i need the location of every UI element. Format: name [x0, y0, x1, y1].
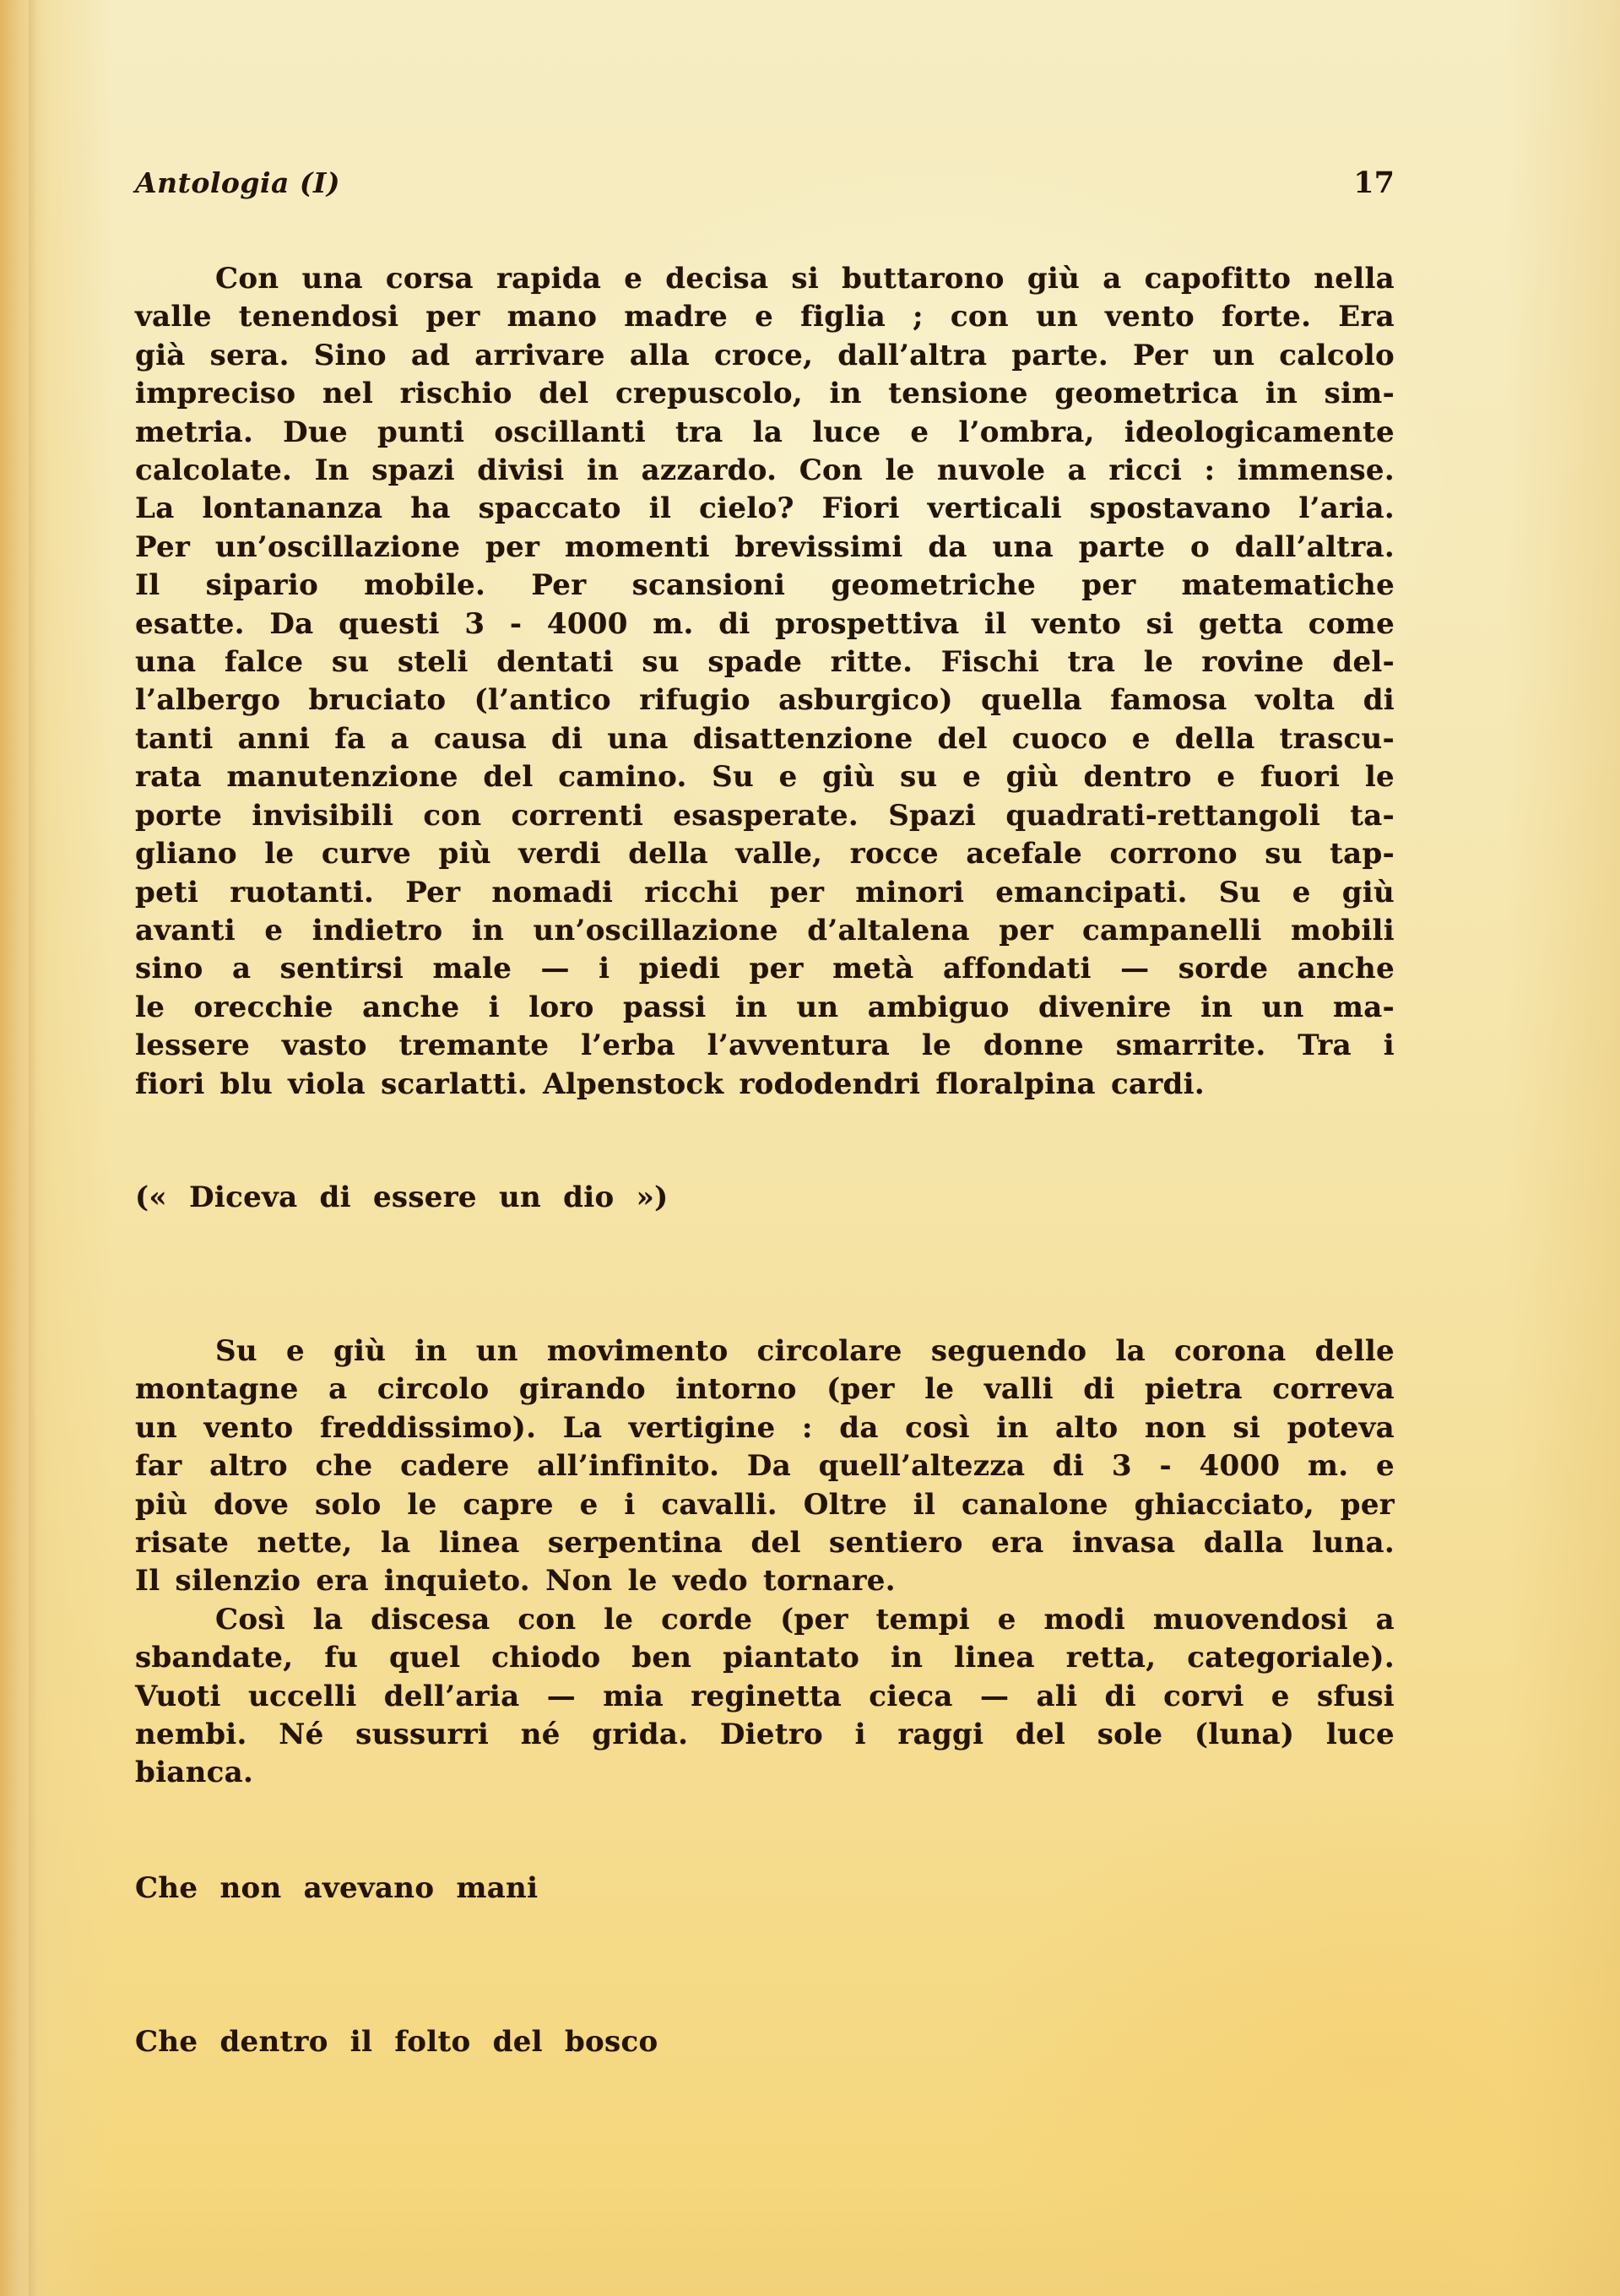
text-line: l’albergo bruciato (l’antico rifugio asburgico) quella famosa volta di [135, 683, 1395, 718]
text-line: rata manutenzione del camino. Su e giù su e giù dentro e fuori le [135, 760, 1395, 795]
running-title: Antologia (I) [135, 166, 341, 199]
text-line: Vuoti uccelli dell’aria — mia reginetta cieca — ali di corvi e sfusi [135, 1679, 1395, 1713]
paragraph-prose-1 [135, 260, 1395, 1104]
text-line: far altro che cadere all’infinito. Da quell’altezza di 3 - 4000 m. e [135, 1449, 1395, 1484]
text-line: calcolate. In spazi divisi in azzardo. Con le nuvole a ricci : immense. [135, 453, 1395, 488]
verse-line: Che dentro il folto del bosco [135, 2025, 658, 2059]
text-line: un vento freddissimo). La vertigine : da così in alto non si poteva [135, 1410, 1395, 1445]
text-line: Con una corsa rapida e decisa si buttarono giù a capofitto nella [215, 262, 1395, 296]
text-line: montagne a circolo girando intorno (per le valli di pietra correva [135, 1372, 1395, 1407]
text-line: Il silenzio era inquieto. Non le vedo tornare. [135, 1564, 896, 1599]
text-line: esatte. Da questi 3 - 4000 m. di prospettiva il vento si getta come [135, 606, 1395, 641]
text-line: metria. Due punti oscillanti tra la luce e l’ombra, ideologicamente [135, 415, 1395, 449]
text-line: peti ruotanti. Per nomadi ricchi per minori emancipati. Su e giù [135, 875, 1395, 909]
text-line: Per un’oscillazione per momenti brevissimi da una parte o dall’altra. [135, 529, 1395, 564]
text-line: porte invisibili con correnti esasperate. Spazi quadrati-rettangoli ta- [135, 798, 1395, 833]
paragraph-prose-2 [135, 1333, 1395, 1793]
page-number: 17 [1353, 166, 1395, 200]
text-line: gliano le curve più verdi della valle, rocce acefale corrono su tap- [135, 837, 1395, 871]
text-line: risate nette, la linea serpentina del sentiero era invasa dalla luna. [135, 1526, 1395, 1561]
text-line: Su e giù in un movimento circolare seguendo la corona delle [215, 1334, 1395, 1368]
text-line: tanti anni fa a causa di una disattenzione del cuoco e della trascu- [135, 721, 1395, 756]
text-line: lessere vasto tremante l’erba l’avventura le donne smarrite. Tra i [135, 1029, 1395, 1063]
verse-line: Che non avevano mani [135, 1871, 539, 1905]
quote-caption: (« Diceva di essere un dio ») [135, 1181, 669, 1214]
text-line: le orecchie anche i loro passi in un ambiguo divenire in un ma- [135, 990, 1395, 1024]
text-line: fiori blu viola scarlatti. Alpenstock rododendri floralpina cardi. [135, 1067, 1205, 1101]
page-crease [29, 0, 37, 2296]
text-line: avanti e indietro in un’oscillazione d’altalena per campanelli mobili [135, 913, 1395, 947]
text-line: impreciso nel rischio del crepuscolo, in tensione geometrica in sim- [135, 377, 1395, 411]
text-line: nembi. Né sussurri né grida. Dietro i raggi del sole (luna) luce [135, 1718, 1395, 1752]
text-line: già sera. Sino ad arrivare alla croce, dall’altra parte. Per un calcolo [135, 338, 1395, 372]
page-header [135, 166, 1395, 200]
text-line: una falce su steli dentati su spade ritte. Fischi tra le rovine del- [135, 645, 1395, 680]
text-line: valle tenendosi per mano madre e figlia ; con un vento forte. Era [135, 300, 1395, 334]
text-line: sino a sentirsi male — i piedi per metà affondati — sorde anche [135, 952, 1395, 986]
text-line: più dove solo le capre e i cavalli. Oltre il canalone ghiacciato, per [135, 1487, 1395, 1522]
text-line: La lontananza ha spaccato il cielo? Fiori verticali spostavano l’aria. [135, 491, 1395, 526]
text-line: bianca. [135, 1756, 254, 1790]
text-line: sbandate, fu quel chiodo ben piantato in linea retta, categoriale). [135, 1641, 1395, 1675]
text-line: Così la discesa con le corde (per tempi e modi muovendosi a [215, 1602, 1395, 1637]
text-line: Il sipario mobile. Per scansioni geometriche per matematiche [135, 568, 1395, 603]
